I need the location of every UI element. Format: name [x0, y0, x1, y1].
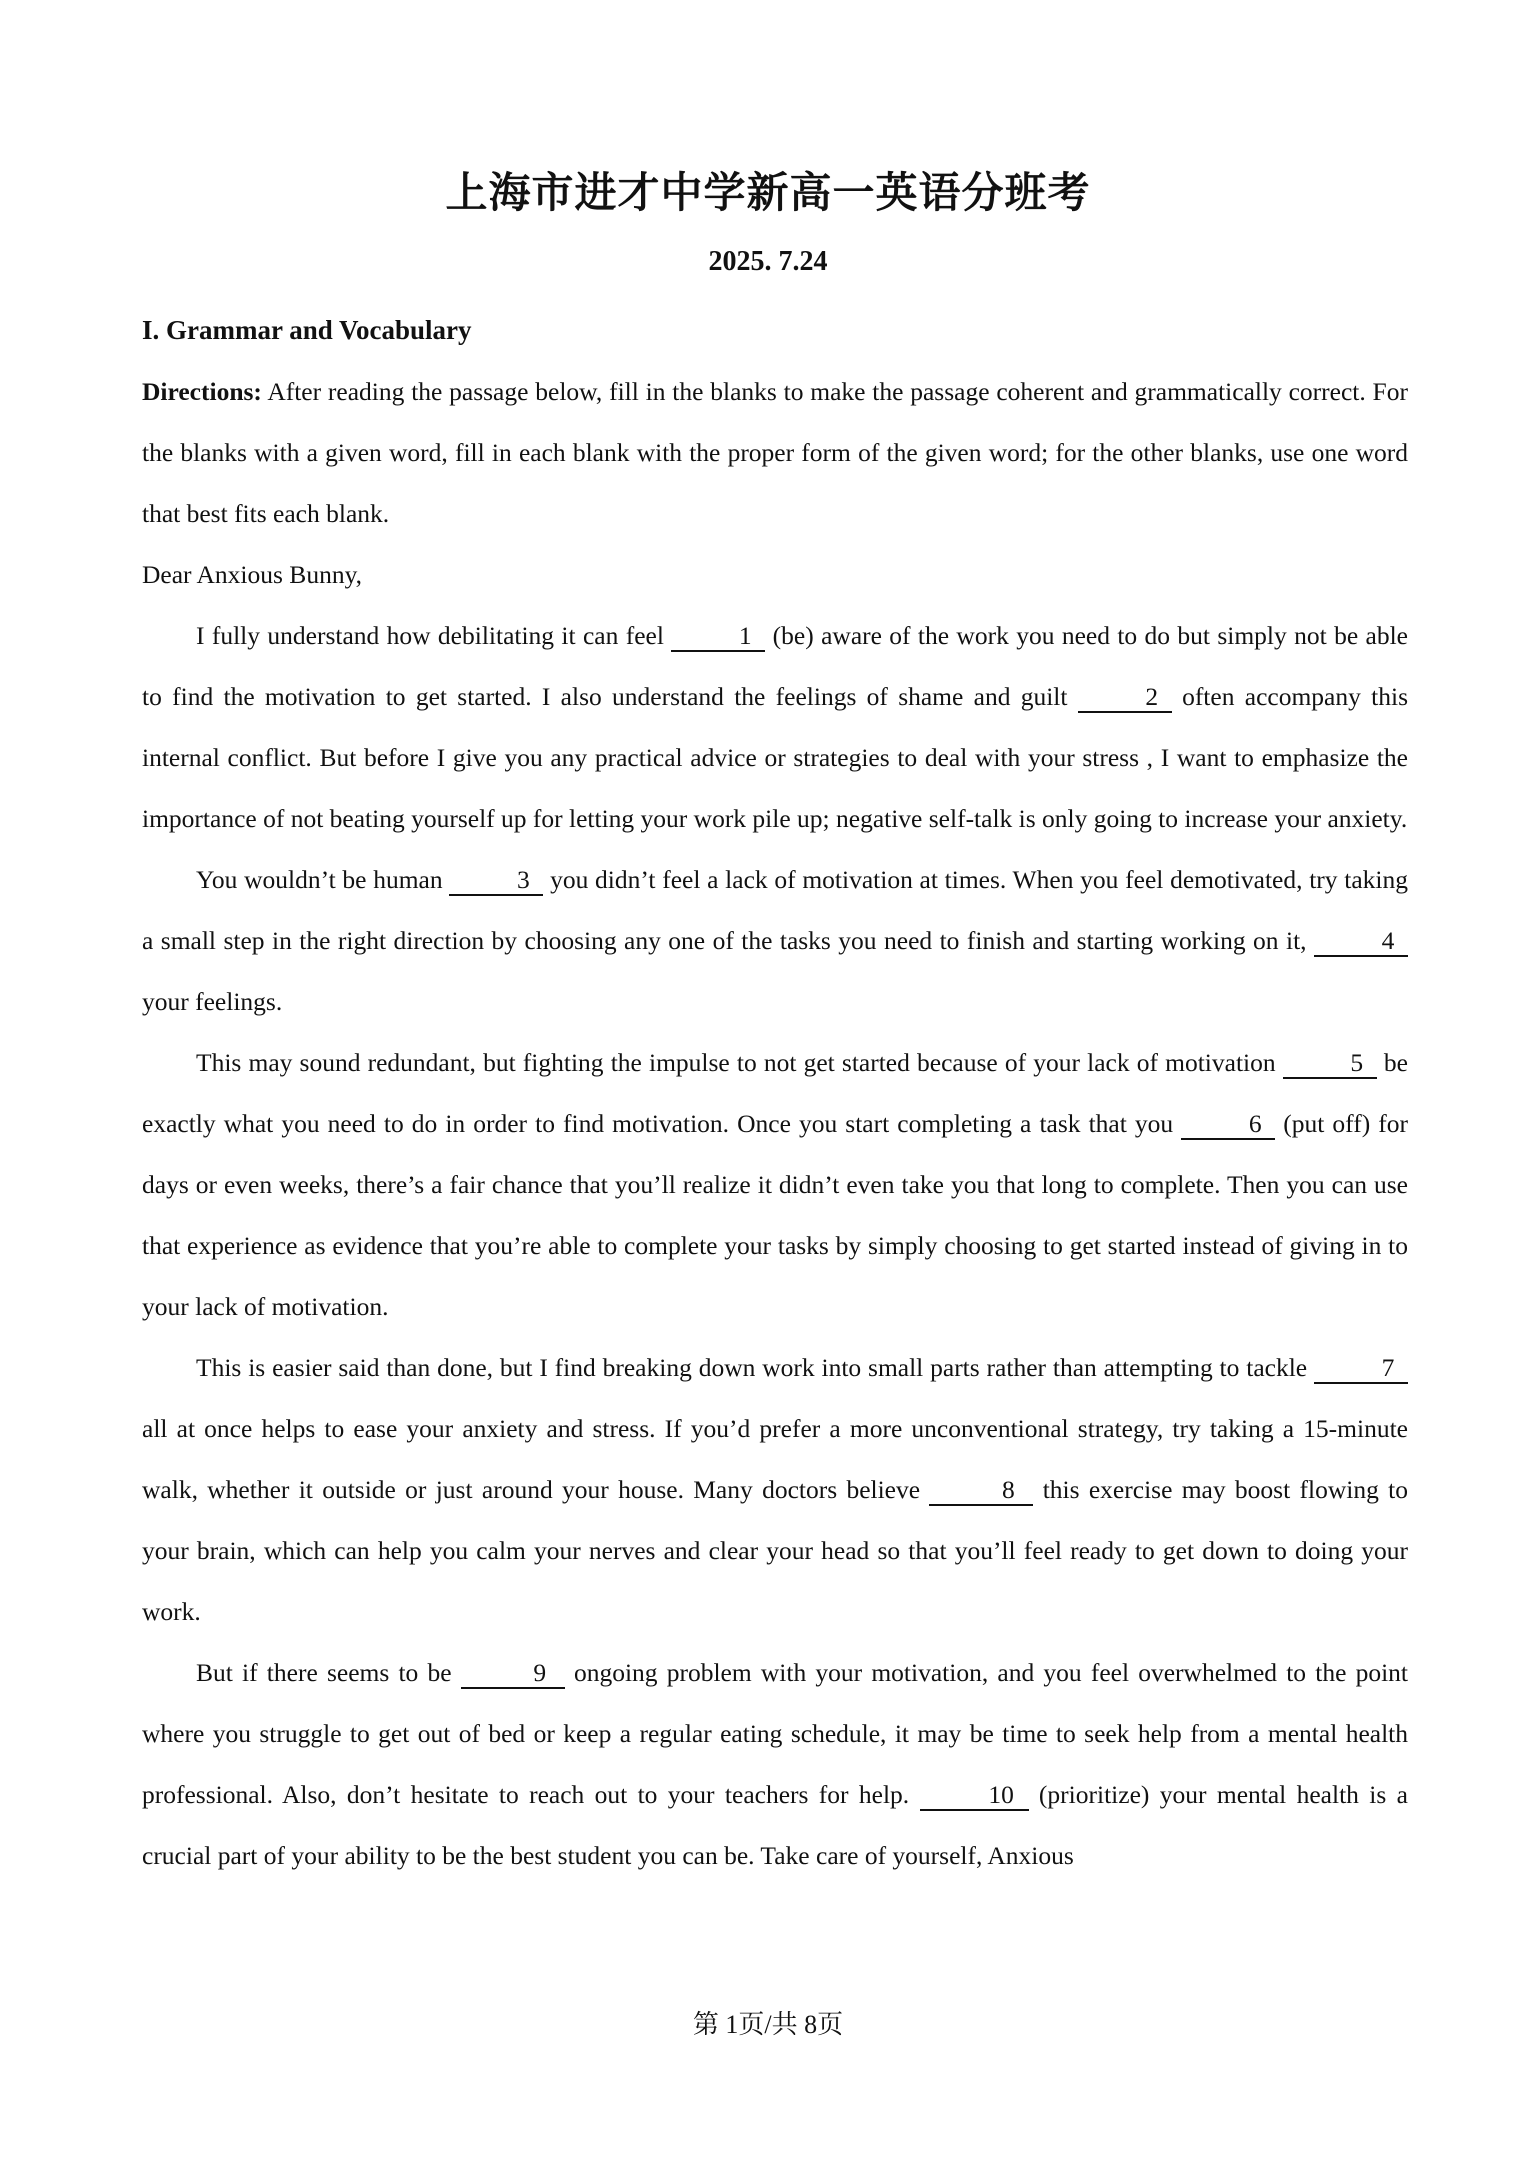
blank-8: 8: [929, 1476, 1033, 1506]
paragraph-text: this exercise may boost flowing to your brain, which can help you calm your nerves and clear your head so that you’ll feel ready to get down to doing your work.: [142, 1475, 1408, 1626]
paragraph-text: often accompany this internal conflict. But before I give you any practical advice or strategies to deal with your stress , I want to emphasize the importance of not beating yourself up for letting your work pile up; negative self-talk is only going to increase your anxiety.: [142, 682, 1408, 833]
directions-label: Directions:: [142, 377, 262, 406]
paragraph-text: your feelings.: [142, 987, 283, 1016]
exam-title: 上海市进才中学新高一英语分班考: [445, 168, 1091, 217]
paragraph-3: [142, 1032, 1408, 1337]
paragraph-text: all at once helps to ease your anxiety and stress. If you’d prefer a more unconventional strategy, try taking a 15-minute walk, whether it outside or just around your house. Many doctors believe: [142, 1414, 1408, 1504]
paragraph-5: [142, 1642, 1408, 1886]
paragraph-text: You wouldn’t be human: [196, 865, 450, 894]
paragraph-text: This is easier said than done, but I find breaking down work into small parts rather than attempting to tackle: [196, 1353, 1314, 1382]
exam-date: 2025. 7.24: [708, 246, 828, 277]
paragraph-text: ongoing problem with your motivation, and you feel overwhelmed to the point where you struggle to get out of bed or keep a regular eating schedule, it may be time to seek help from a mental health professional. Also, don’t hesitate to reach out to your teachers for help.: [142, 1658, 1408, 1809]
paragraph-text: be exactly what you need to do in order to find motivation. Once you start completing a task that you: [142, 1048, 1408, 1138]
page-number: 第 1页/共 8页: [692, 2010, 844, 2039]
blank-10: 10: [920, 1781, 1029, 1811]
blank-7: 7: [1314, 1354, 1408, 1384]
blank-5: 5: [1283, 1049, 1377, 1079]
paragraph-text: This may sound redundant, but fighting the impulse to not get started because of your lack of motivation: [196, 1048, 1283, 1077]
blank-6: 6: [1181, 1110, 1275, 1140]
blank-2: 2: [1078, 683, 1172, 713]
exam-content: [142, 300, 1408, 1886]
paragraph-text: (be) aware of the work you need to do but simply not be able to find the motivation to get started. I also understand the feelings of shame and guilt: [142, 621, 1408, 711]
paragraph-2: [142, 849, 1408, 1032]
blank-1: 1: [671, 622, 765, 652]
paragraph-text: I fully understand how debilitating it can feel: [196, 621, 672, 650]
blank-3: 3: [449, 866, 543, 896]
paragraph-text: (prioritize) your mental health is a crucial part of your ability to be the best student you can be. Take care of yourself, Anxious: [142, 1780, 1408, 1870]
blank-9: 9: [461, 1659, 565, 1689]
paragraph-text: (put off) for days or even weeks, there’s a fair chance that you’ll realize it didn’t even take you that long to complete. Then you can use that experience as evidence that you’re able to complete your tasks by simply choosing to get started instead of giving in to your lack of motivation.: [142, 1109, 1409, 1321]
paragraph-4: [142, 1337, 1408, 1642]
paragraph-1: [142, 605, 1408, 849]
section-heading: I. Grammar and Vocabulary: [142, 315, 472, 345]
letter-salutation: Dear Anxious Bunny,: [142, 560, 363, 589]
paragraph-text: you didn’t feel a lack of motivation at times. When you feel demotivated, try taking a small step in the right direction by choosing any one of the tasks you need to finish and starting working on it,: [142, 865, 1408, 955]
directions-text: After reading the passage below, fill in the blanks to make the passage coherent and grammatically correct. For the blanks with a given word, fill in each blank with the proper form of the given word; for the other blanks, use one word that best fits each blank.: [142, 377, 1408, 528]
paragraph-text: But if there seems to be: [196, 1658, 461, 1687]
directions: [142, 361, 1408, 544]
blank-4: 4: [1314, 927, 1408, 957]
